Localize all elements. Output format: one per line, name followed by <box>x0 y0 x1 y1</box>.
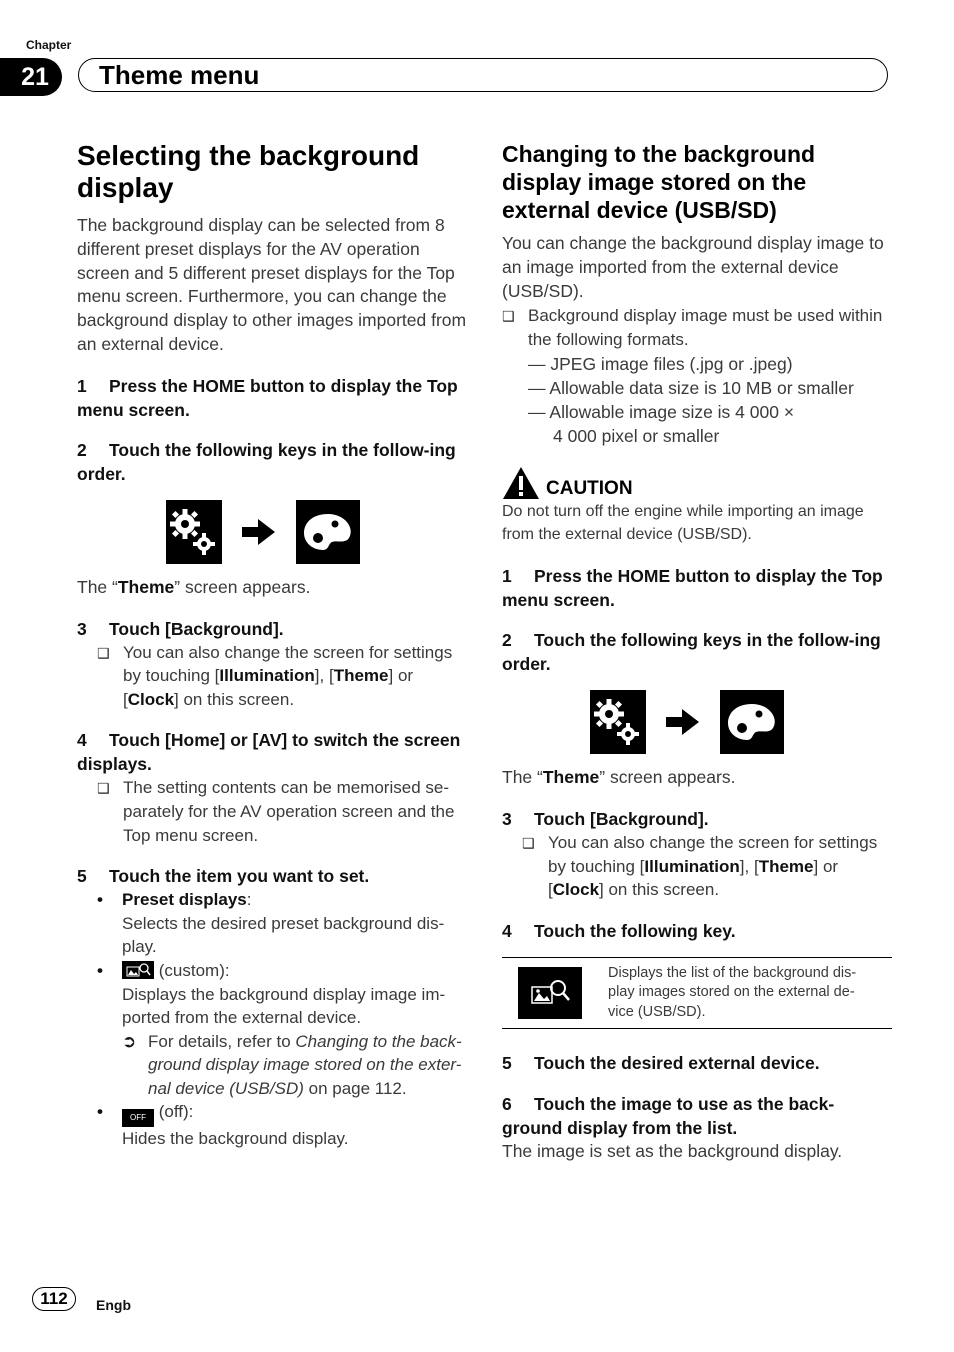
caution-text: Do not turn off the engine while importing an image from the external device (USB/SD). <box>502 502 864 544</box>
left-step-2: 2 Touch the following keys in the follow-ing order. <box>77 439 456 484</box>
gears-icon <box>168 504 220 560</box>
left-heading: Selecting the background display <box>77 140 420 203</box>
bullet-off: • OFF (off): <box>77 1100 469 1127</box>
checkbox-bullet-icon: ❑ <box>97 644 110 661</box>
arrow-right-icon <box>242 518 276 546</box>
right-column <box>502 140 892 1164</box>
chapter-number: 21 <box>0 58 62 96</box>
left-step-5: 5 Touch the item you want to set. <box>77 866 370 887</box>
custom-image-search-icon <box>122 961 154 979</box>
settings-key[interactable] <box>590 690 646 754</box>
right-heading: Changing to the background display image stored on the external device (USB/SD) <box>502 141 816 223</box>
warning-icon <box>502 466 540 500</box>
settings-key[interactable] <box>166 500 222 564</box>
off-icon: OFF <box>122 1109 154 1127</box>
left-note-4: ❑ The setting contents can be memorised se-parately for the AV operation screen and the Top menu screen. <box>77 776 469 847</box>
caution-header: CAUTION <box>502 466 892 500</box>
section-title: Theme menu <box>78 58 888 92</box>
right-step-5: 5 Touch the desired external device. <box>502 1053 820 1074</box>
right-note-3: ❑ You can also change the screen for settings by touching [Illumination], [Theme] or [Clock] on this screen. <box>502 831 892 902</box>
language-code: Engb <box>96 1297 131 1313</box>
right-theme-appears: The “Theme” screen appears. <box>502 767 736 788</box>
bullet-preset-desc: Selects the desired preset background dis-play. <box>122 913 445 957</box>
bullet-custom-desc: Displays the background display image im-ported from the external device. <box>122 984 446 1028</box>
left-step-4: 4 Touch [Home] or [AV] to switch the screen displays. <box>77 730 461 775</box>
palette-icon <box>725 700 779 744</box>
theme-key[interactable] <box>720 690 784 754</box>
image-search-icon <box>524 973 576 1013</box>
left-step-3: 3 Touch [Background]. <box>77 618 284 639</box>
right-result: The image is set as the background display. <box>502 1141 843 1162</box>
key-description: Displays the list of the background dis-play images stored on the external de-vice (USB/SD). <box>608 964 857 1020</box>
checkbox-bullet-icon: ❑ <box>522 834 535 851</box>
left-theme-appears: The “Theme” screen appears. <box>77 576 311 597</box>
right-step-6: 6 Touch the image to use as the back-ground display from the list. <box>502 1094 835 1139</box>
chapter-label: Chapter <box>26 38 72 52</box>
bullet-preset-displays: • Preset displays: <box>97 890 252 910</box>
bullet-off-desc: Hides the background display. <box>122 1129 349 1149</box>
key-description-table <box>502 957 892 1030</box>
right-step-1: 1 Press the HOME button to display the Top menu screen. <box>502 566 883 611</box>
right-intro: You can change the background display image to an image imported from the external device (USB/SD). <box>502 233 884 301</box>
left-key-sequence <box>57 500 469 564</box>
checkbox-bullet-icon: ❑ <box>502 308 515 325</box>
left-intro: The background display can be selected from 8 different preset displays for the AV operation screen and 5 different preset displays for the Top menu screen. Furthermore, you can change the background display to other images imported from an external device. <box>77 215 467 354</box>
arrow-right-icon <box>666 708 700 736</box>
bullet-custom: • (custom): <box>97 960 230 980</box>
custom-image-key[interactable] <box>518 967 582 1019</box>
theme-key[interactable] <box>296 500 360 564</box>
right-step-3: 3 Touch [Background]. <box>502 808 709 829</box>
right-step-2: 2 Touch the following keys in the follow-ing order. <box>502 630 881 675</box>
right-step-4: 4 Touch the following key. <box>502 920 736 941</box>
right-key-sequence <box>482 690 892 754</box>
reference-arrow-icon: ➲ <box>122 1031 137 1051</box>
checkbox-bullet-icon: ❑ <box>97 780 110 797</box>
left-note-3: ❑ You can also change the screen for settings by touching [Illumination], [Theme] or [Clock] on this screen. <box>77 641 469 712</box>
cross-reference: ➲ For details, refer to Changing to the back-ground display image stored on the exter-nal device (USB/SD) on page 112. <box>77 1030 469 1101</box>
page-number: 112 <box>32 1287 76 1311</box>
palette-icon <box>301 510 355 554</box>
left-column <box>77 140 469 1151</box>
left-step-1: 1 Press the HOME button to display the Top menu screen. <box>77 375 458 420</box>
format-list: — JPEG image files (.jpg or .jpeg) — Allowable data size is 10 MB or smaller — Allowable image size is 4 000 × 4 000 pixel or smaller <box>528 353 854 446</box>
right-note-formats: ❑ Background display image must be used within the following formats. <box>502 304 892 351</box>
gears-icon <box>592 694 644 750</box>
